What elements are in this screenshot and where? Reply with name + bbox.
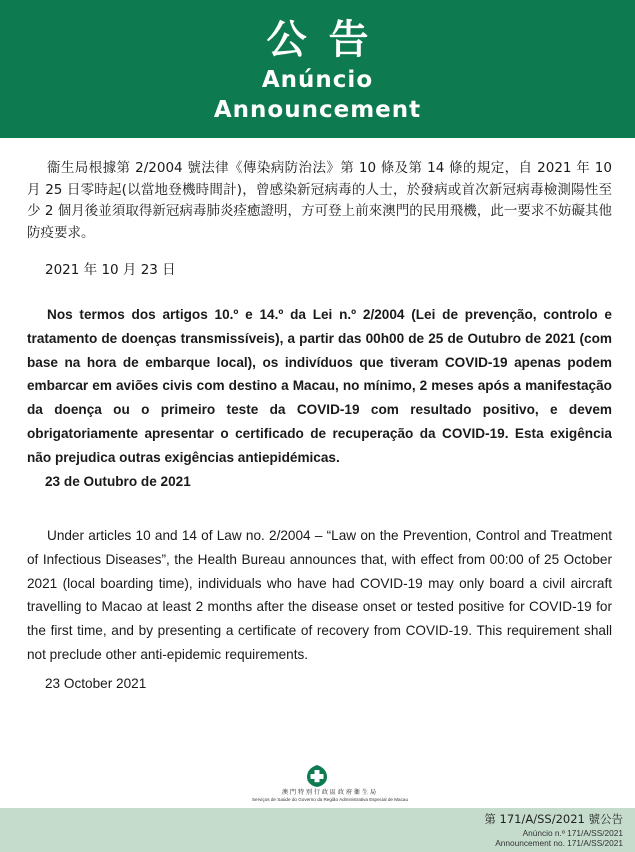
title-portuguese: Anúncio xyxy=(261,67,374,93)
announcement-number-chinese: 第 171/A/SS/2021 號公告 xyxy=(484,812,623,826)
health-bureau-name-portuguese: Serviços de Saúde do Governo da Região Administrativa Especial de Macau xyxy=(251,797,409,802)
english-date: 23 October 2021 xyxy=(45,676,147,691)
health-bureau-emblem xyxy=(230,764,430,804)
announcement-footer xyxy=(0,808,635,852)
english-paragraph: Under articles 10 and 14 of Law no. 2/2004 – “Law on the Prevention, Control and Treatment of Infectious Diseases”, the Health Bureau announces that, with effect from 00:00 of 25 October 2021 (local boarding time), individuals who have had COVID-19 may only board a civil aircraft travelling to Macao at least 2 months after the disease onset or tested positive for COVID-19 for the first time, and by presenting a certificate of recovery from COVID-19. This requirement shall not preclude other anti-epidemic requirements. xyxy=(27,528,612,662)
portuguese-paragraph: Nos termos dos artigos 10.º e 14.º da Lei n.º 2/2004 (Lei de prevenção, controlo e tratamento de doenças transmissíveis), a partir das 00h00 de 25 de Outubro de 2021 (com base na hora de embarque local), os indivíduos que tiveram COVID-19 apenas podem embarcar em aviões civis com destino a Macau, no mínimo, 2 meses após a manifestação da doença ou o primeiro teste da COVID-19 com resultado positivo, e devem obrigatoriamente apresentar o certificado de recuperação da COVID-19. Esta exigência não prejudica outras exigências antiepidémicas. xyxy=(27,307,612,465)
announcement-header xyxy=(0,0,635,138)
chinese-date: 2021 年 10 月 23 日 xyxy=(45,262,176,278)
announcement-number-portuguese: Anúncio n.º 171/A/SS/2021 xyxy=(522,828,623,838)
portuguese-date: 23 de Outubro de 2021 xyxy=(45,474,191,489)
health-bureau-name-chinese: 澳門特別行政區政府衞生局 xyxy=(281,789,378,796)
title-chinese: 公告 xyxy=(266,17,391,63)
title-english: Announcement xyxy=(213,97,422,123)
health-bureau-logo-icon xyxy=(304,764,330,788)
announcement-number-english: Announcement no. 171/A/SS/2021 xyxy=(495,838,623,848)
chinese-paragraph: 衞生局根據第 2/2004 號法律《傳染病防治法》第 10 條及第 14 條的規定，自 2021 年 10 月 25 日零時起(以當地登機時間計)，曾感染新冠病毒的人士，於發病或首次新冠病毒檢測陽性至少 2 個月後並須取得新冠病毒肺炎痊癒證明，方可登上前來澳門的民用飛機，此一要求不妨礙其他防疫要求。 xyxy=(27,160,612,241)
